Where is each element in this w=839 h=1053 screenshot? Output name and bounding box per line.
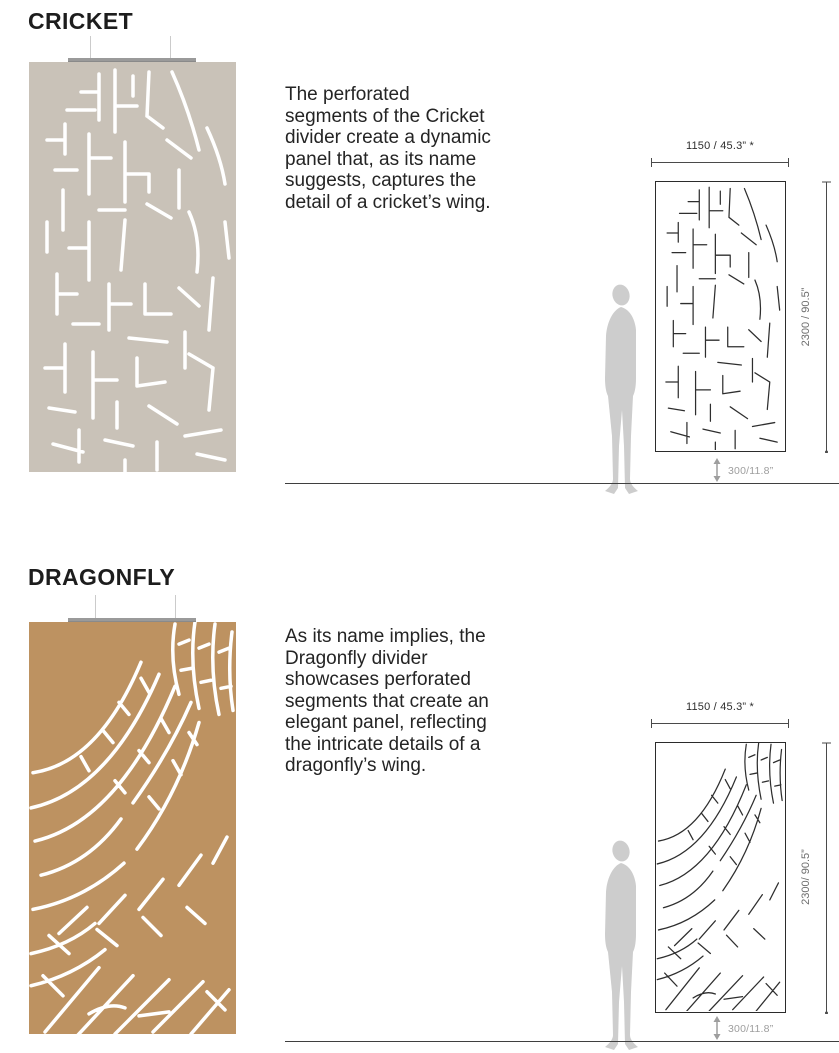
drawing-pattern [666,187,780,450]
clearance-arrow-icon [711,1016,723,1040]
cricket-panel-image [29,62,236,472]
product-description: The perforated segments of the Cricket divider create a dynamic panel that, as its name suggests, captures the detail of a cricket’s wing. [285,84,491,213]
drawing-outline [655,181,786,452]
height-dimension-label: 2300/ 90.5” [800,849,812,905]
cricket-pattern [45,70,229,472]
dragonfly-pattern [31,622,233,1034]
ground-line [285,483,839,484]
width-dimension-line [650,154,790,168]
section-title: DRAGONFLY [28,564,176,590]
width-dimension-label: 1150 / 45.3” * [685,701,755,713]
dragonfly-panel-image [29,622,236,1034]
human-silhouette [595,284,647,497]
width-dimension [650,701,790,729]
clearance-arrow-icon [711,458,723,482]
width-dimension-line [650,715,790,729]
ground-line [285,1041,839,1042]
height-dimension-line [820,181,833,453]
height-dimension-label: 2300 / 90.5” [800,287,812,347]
clearance-dimension-label: 300/11.8” [728,465,774,477]
drawing-outline [655,742,786,1013]
human-silhouette [595,840,647,1053]
width-dimension [650,140,790,168]
height-dimension-line [820,742,833,1014]
product-description: As its name implies, the Dragonfly divider showcases perforated segments that create an elegant panel, reflecting the intricate details of a dragonfly’s wing. [285,626,489,776]
clearance-dimension-label: 300/11.8” [728,1023,774,1035]
width-dimension-label: 1150 / 45.3” * [685,140,755,152]
section-title: CRICKET [28,8,134,34]
drawing-pattern [657,743,782,1011]
